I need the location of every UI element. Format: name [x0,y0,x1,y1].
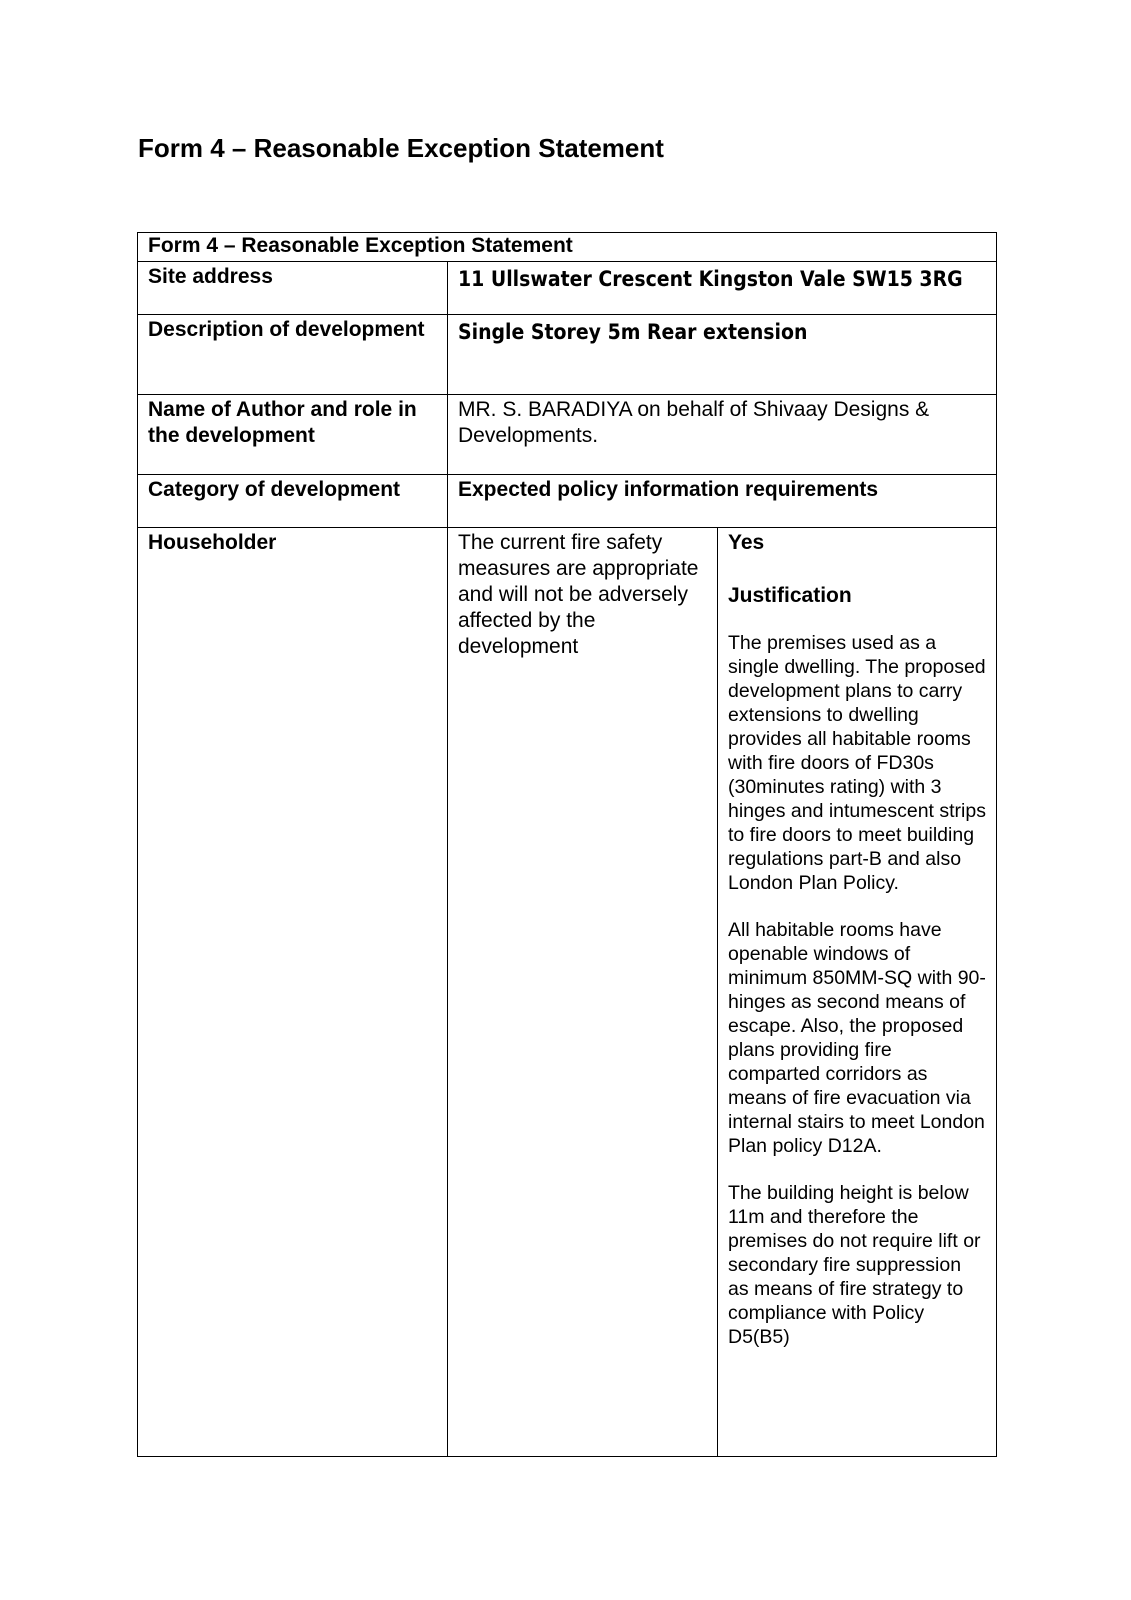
description-value: Single Storey 5m Rear extension [448,315,997,395]
householder-row [138,528,997,1457]
table-title: Form 4 – Reasonable Exception Statement [138,233,997,262]
site-address-row [138,262,997,315]
description-row [138,315,997,395]
justification-heading: Justification [728,584,852,607]
site-address-label: Site address [138,262,448,315]
justification-paragraph-1: The premises used as a single dwelling. The proposed development plans to carry extensions to dwelling provides all habitable rooms with fire doors of FD30s (30minutes rating) with 3 hinges and intumescent strips to fire doors to meet building regulations part-B and also London Plan Policy. [728,632,986,894]
justification-paragraph-3: The building height is below 11m and therefore the premises do not require lift or secondary fire suppression as means of fire strategy to compliance with Policy D5(B5) [728,1182,981,1348]
page-title: Form 4 – Reasonable Exception Statement [138,133,664,163]
answer-yes: Yes [728,531,765,554]
category-label: Category of development [138,475,448,528]
householder-label: Householder [138,528,448,1457]
table-title-row [138,233,997,262]
site-address-value: 11 Ullswater Crescent Kingston Vale SW15 3RG [448,262,997,315]
justification-paragraph-2: All habitable rooms have openable windows of minimum 850MM-SQ with 90-hinges as second means of escape. Also, the proposed plans providing fire comparted corridors as means of fire evacuation via internal stairs to meet London Plan policy D12A. [728,919,986,1157]
category-row [138,475,997,528]
author-label: Name of Author and role in the development [138,395,448,475]
reasonable-exception-table [137,232,997,1457]
author-row [138,395,997,475]
householder-statement: The current fire safety measures are appropriate and will not be adversely affected by the development [448,528,718,1457]
author-value: MR. S. BARADIYA on behalf of Shivaay Designs & Developments. [448,395,997,475]
category-value: Expected policy information requirements [448,475,997,528]
description-label: Description of development [138,315,448,395]
justification-cell [718,528,997,1457]
